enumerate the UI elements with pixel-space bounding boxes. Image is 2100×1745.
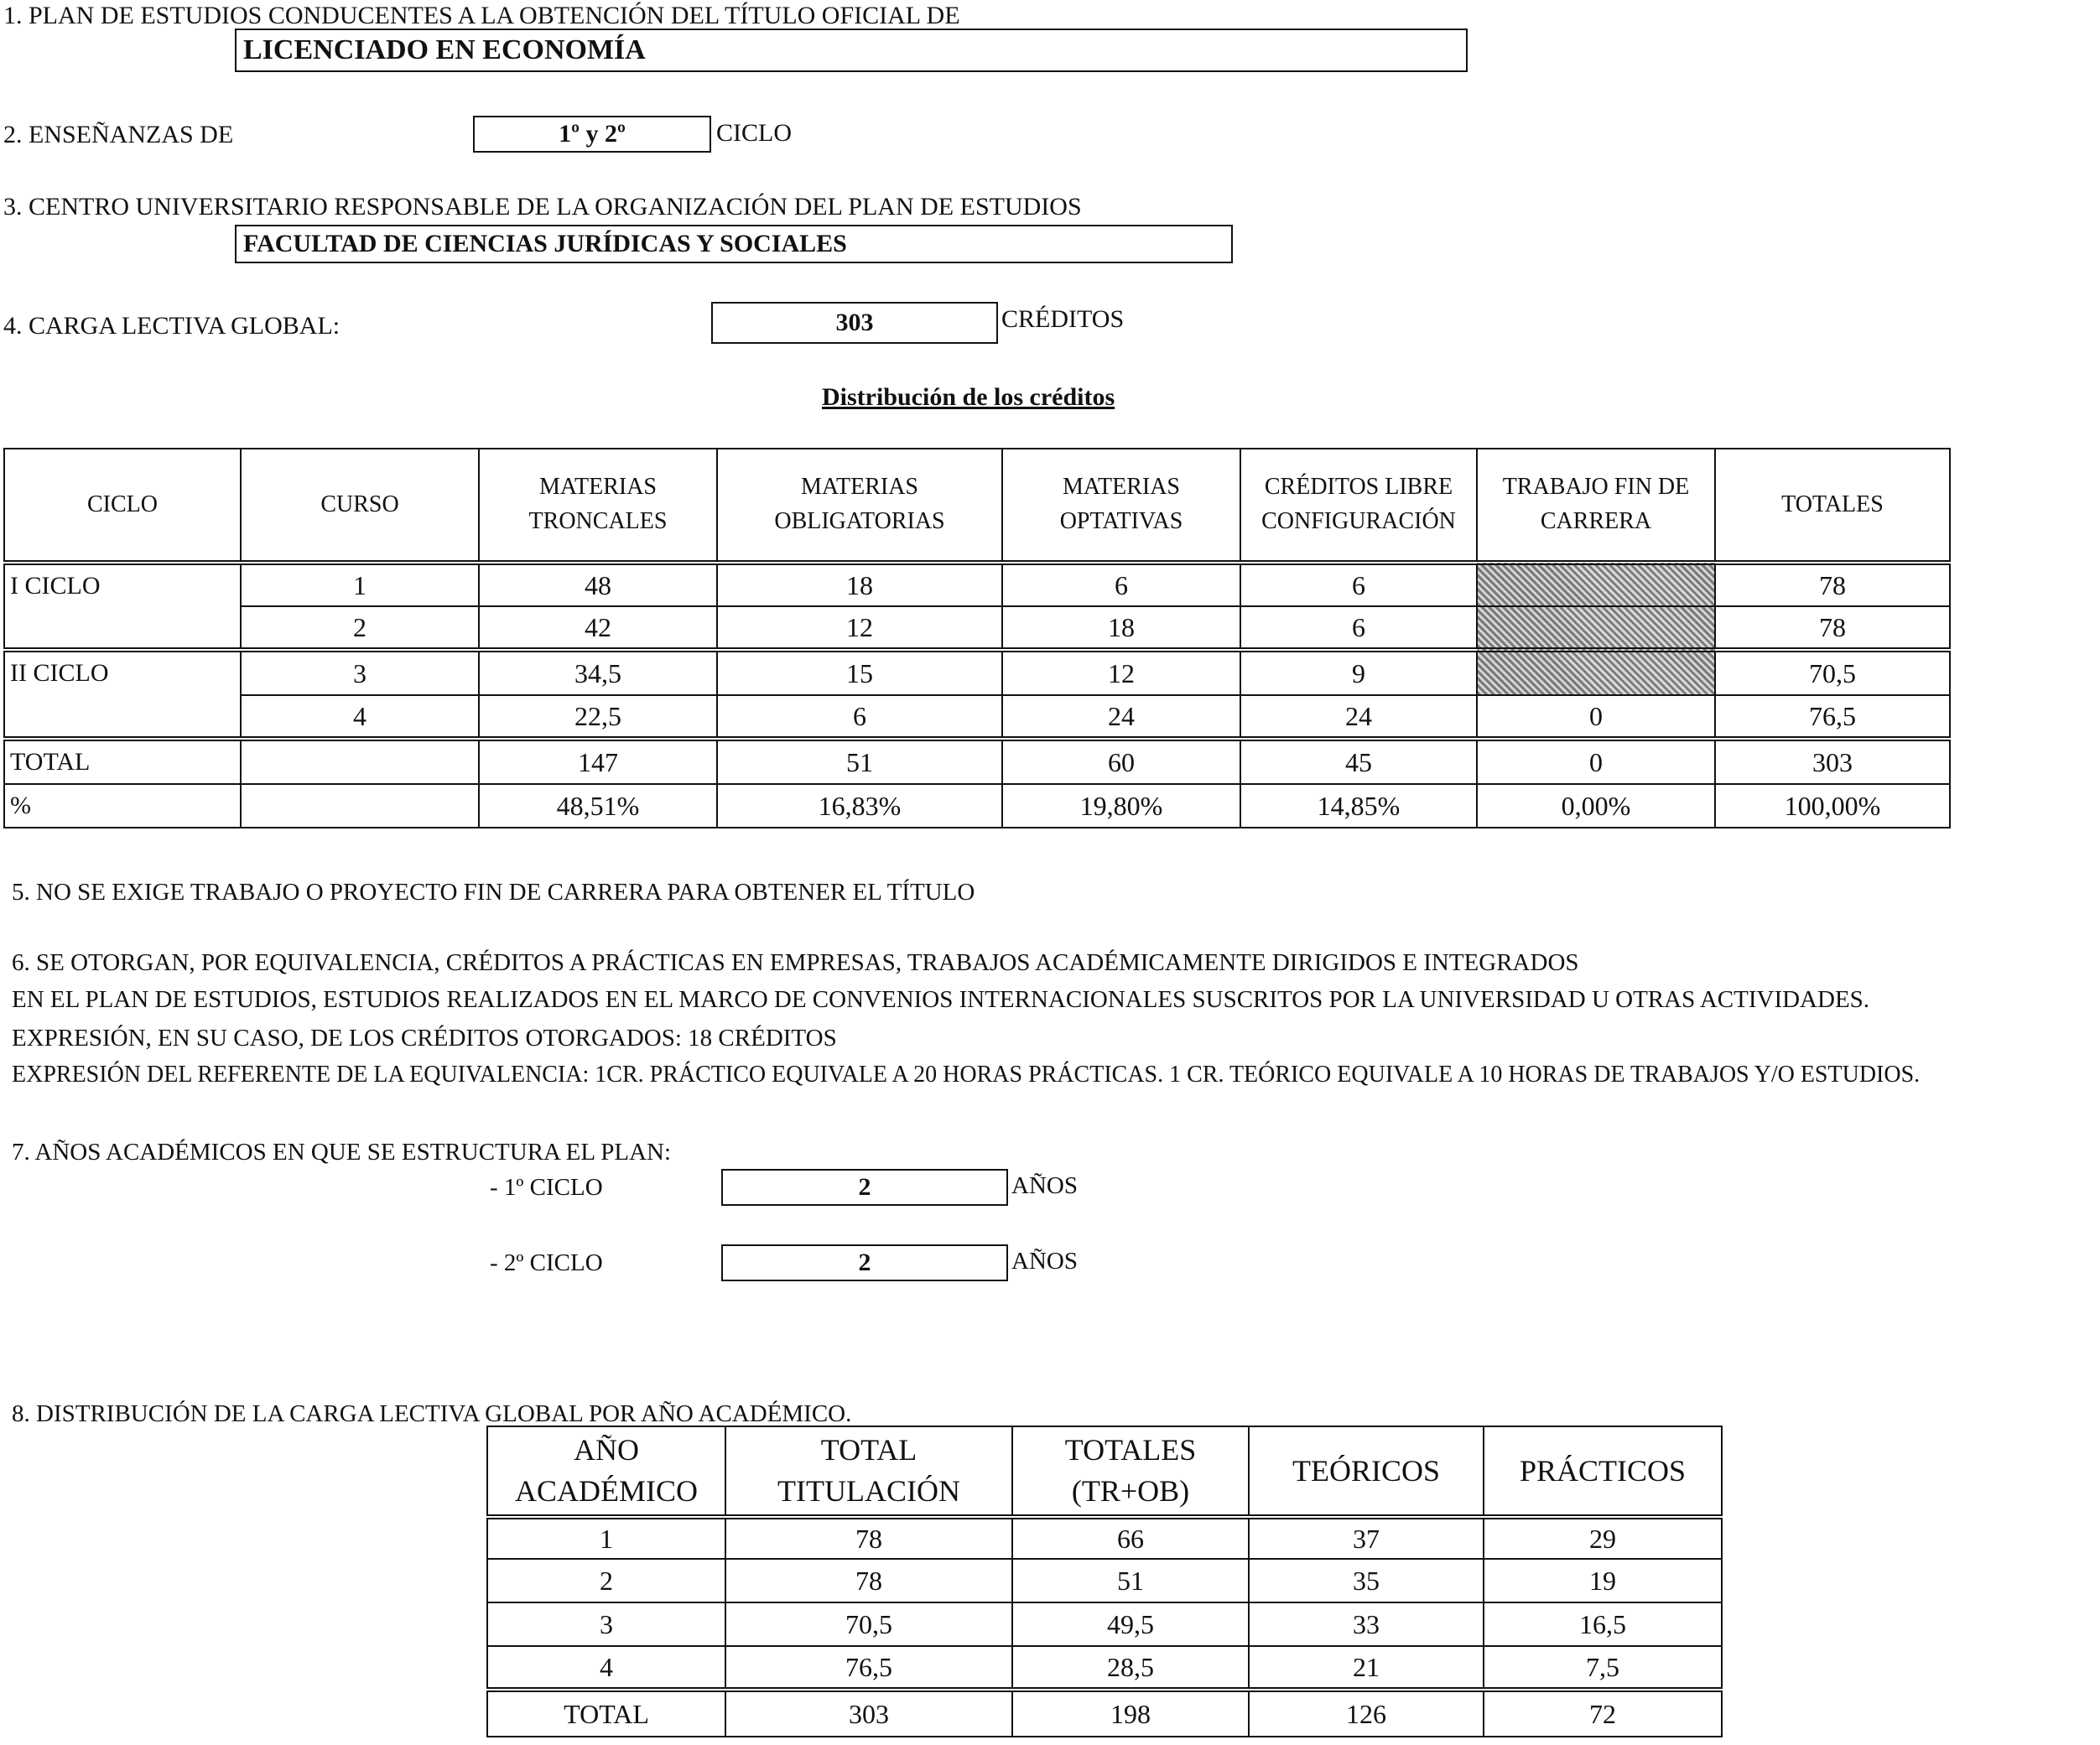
shaded-cell	[1477, 563, 1715, 606]
optativas-cell: 6	[1002, 563, 1240, 606]
obligatorias-cell: 16,83%	[717, 784, 1002, 828]
table-row	[487, 1690, 1722, 1737]
header-curso: CURSO	[241, 449, 479, 563]
teoricos-cell: 37	[1249, 1517, 1484, 1559]
section7-label: 7. AÑOS ACADÉMICOS EN QUE SE ESTRUCTURA EL PLAN:	[12, 1139, 672, 1166]
anio-cell: 3	[487, 1602, 725, 1646]
obligatorias-cell: 12	[717, 606, 1002, 650]
trob-cell: 51	[1012, 1559, 1249, 1602]
credits-suffix: CRÉDITOS	[1001, 305, 1125, 333]
ciclo1-label: - 1º CICLO	[490, 1174, 603, 1201]
total-cell: 76,5	[725, 1646, 1012, 1690]
libre-cell: 24	[1240, 695, 1477, 739]
table-row	[487, 1646, 1722, 1690]
practicos-cell: 29	[1484, 1517, 1722, 1559]
trob-cell: 198	[1012, 1690, 1249, 1737]
credits-distribution-table	[3, 448, 1951, 828]
header-obligatorias: MATERIAS OBLIGATORIAS	[717, 449, 1002, 563]
trabajo-cell: 0	[1477, 739, 1715, 784]
ciclo2-label: - 2º CICLO	[490, 1249, 603, 1276]
section1-label: 1. PLAN DE ESTUDIOS CONDUCENTES A LA OBTENCIÓN DEL TÍTULO OFICIAL DE	[3, 2, 960, 29]
ciclo-cell: I CICLO	[4, 563, 241, 650]
trabajo-cell: 0	[1477, 695, 1715, 739]
curso-cell	[241, 784, 479, 828]
curso-cell: 1	[241, 563, 479, 606]
table-row	[487, 1517, 1722, 1559]
trob-cell: 49,5	[1012, 1602, 1249, 1646]
troncales-cell: 147	[479, 739, 717, 784]
section3-label: 3. CENTRO UNIVERSITARIO RESPONSABLE DE LA ORGANIZACIÓN DEL PLAN DE ESTUDIOS	[3, 193, 1082, 221]
practicos-cell: 19	[1484, 1559, 1722, 1602]
teoricos-cell: 21	[1249, 1646, 1484, 1690]
troncales-cell: 22,5	[479, 695, 717, 739]
ciclo-suffix: CICLO	[716, 119, 792, 147]
header-trabajo-fin-carrera: TRABAJO FIN DE CARRERA	[1477, 449, 1715, 563]
section8-label: 8. DISTRIBUCIÓN DE LA CARGA LECTIVA GLOBAL POR AÑO ACADÉMICO.	[12, 1400, 852, 1427]
table-row	[4, 563, 1950, 606]
optativas-cell: 12	[1002, 650, 1240, 695]
faculty-field: FACULTAD DE CIENCIAS JURÍDICAS Y SOCIALES	[235, 225, 1233, 263]
table-row	[4, 784, 1950, 828]
totales-cell: 76,5	[1715, 695, 1950, 739]
ciclo-cell: TOTAL	[4, 739, 241, 784]
troncales-cell: 48,51%	[479, 784, 717, 828]
total-cell: 303	[725, 1690, 1012, 1737]
curso-cell	[241, 739, 479, 784]
ciclo2-years-field: 2	[721, 1244, 1008, 1281]
anio-cell: 4	[487, 1646, 725, 1690]
section2-label: 2. ENSEÑANZAS DE	[3, 121, 234, 148]
libre-cell: 6	[1240, 563, 1477, 606]
teoricos-cell: 33	[1249, 1602, 1484, 1646]
obligatorias-cell: 15	[717, 650, 1002, 695]
shaded-cell	[1477, 650, 1715, 695]
troncales-cell: 48	[479, 563, 717, 606]
curso-cell: 4	[241, 695, 479, 739]
ciclo-cell: %	[4, 784, 241, 828]
header-anio: AÑO ACADÉMICO	[487, 1426, 725, 1517]
trabajo-cell: 0,00%	[1477, 784, 1715, 828]
ciclo1-suffix: AÑOS	[1011, 1172, 1078, 1199]
table-row	[4, 739, 1950, 784]
table-row	[4, 606, 1950, 650]
troncales-cell: 34,5	[479, 650, 717, 695]
totales-cell: 70,5	[1715, 650, 1950, 695]
section6-line1: 6. SE OTORGAN, POR EQUIVALENCIA, CRÉDITOS A PRÁCTICAS EN EMPRESAS, TRABAJOS ACADÉMICAMENTE DIRIGIDOS E INTEGRADOS	[12, 949, 1579, 976]
header-practicos: PRÁCTICOS	[1484, 1426, 1722, 1517]
totales-cell: 100,00%	[1715, 784, 1950, 828]
ciclo-cell: II CICLO	[4, 650, 241, 739]
anio-cell: TOTAL	[487, 1690, 725, 1737]
section6-line2: EN EL PLAN DE ESTUDIOS, ESTUDIOS REALIZADOS EN EL MARCO DE CONVENIOS INTERNACIONALES SUSCRITOS POR LA UNIVERSIDAD U OTRAS ACTIVIDADES.	[12, 986, 1870, 1013]
header-totales: TOTALES	[1715, 449, 1950, 563]
header-totales-trob: TOTALES (TR+OB)	[1012, 1426, 1249, 1517]
header-libre-configuracion: CRÉDITOS LIBRE CONFIGURACIÓN	[1240, 449, 1477, 563]
teoricos-cell: 35	[1249, 1559, 1484, 1602]
optativas-cell: 24	[1002, 695, 1240, 739]
trob-cell: 28,5	[1012, 1646, 1249, 1690]
total-cell: 78	[725, 1517, 1012, 1559]
obligatorias-cell: 51	[717, 739, 1002, 784]
practicos-cell: 16,5	[1484, 1602, 1722, 1646]
table-row	[487, 1559, 1722, 1602]
shaded-cell	[1477, 606, 1715, 650]
curso-cell: 3	[241, 650, 479, 695]
distribution-heading: Distribución de los créditos	[822, 383, 1115, 411]
troncales-cell: 42	[479, 606, 717, 650]
totales-cell: 78	[1715, 606, 1950, 650]
ciclo-field: 1º y 2º	[473, 116, 711, 153]
year-header-row	[487, 1426, 1722, 1517]
libre-cell: 45	[1240, 739, 1477, 784]
table-row	[4, 695, 1950, 739]
header-ciclo: CICLO	[4, 449, 241, 563]
section6-line4: EXPRESIÓN DEL REFERENTE DE LA EQUIVALENCIA: 1CR. PRÁCTICO EQUIVALE A 20 HORAS PRÁCTICAS. 1 CR. TEÓRICO EQUIVALE A 10 HORAS DE TRABAJOS Y/O ESTUDIOS.	[12, 1062, 1921, 1088]
optativas-cell: 18	[1002, 606, 1240, 650]
section6-line3: EXPRESIÓN, EN SU CASO, DE LOS CRÉDITOS OTORGADOS: 18 CRÉDITOS	[12, 1025, 837, 1052]
year-distribution-table	[486, 1426, 1723, 1737]
table-row	[487, 1602, 1722, 1646]
practicos-cell: 7,5	[1484, 1646, 1722, 1690]
section5-text: 5. NO SE EXIGE TRABAJO O PROYECTO FIN DE CARRERA PARA OBTENER EL TÍTULO	[12, 879, 975, 906]
total-cell: 70,5	[725, 1602, 1012, 1646]
header-optativas: MATERIAS OPTATIVAS	[1002, 449, 1240, 563]
anio-cell: 2	[487, 1559, 725, 1602]
header-total-titulacion: TOTAL TITULACIÓN	[725, 1426, 1012, 1517]
practicos-cell: 72	[1484, 1690, 1722, 1737]
libre-cell: 9	[1240, 650, 1477, 695]
header-teoricos: TEÓRICOS	[1249, 1426, 1484, 1517]
totales-cell: 303	[1715, 739, 1950, 784]
obligatorias-cell: 18	[717, 563, 1002, 606]
ciclo1-years-field: 2	[721, 1169, 1008, 1206]
obligatorias-cell: 6	[717, 695, 1002, 739]
table-row	[4, 650, 1950, 695]
ciclo2-suffix: AÑOS	[1011, 1248, 1078, 1275]
teoricos-cell: 126	[1249, 1690, 1484, 1737]
libre-cell: 14,85%	[1240, 784, 1477, 828]
credits-header-row	[4, 449, 1950, 563]
optativas-cell: 19,80%	[1002, 784, 1240, 828]
optativas-cell: 60	[1002, 739, 1240, 784]
trob-cell: 66	[1012, 1517, 1249, 1559]
libre-cell: 6	[1240, 606, 1477, 650]
degree-title-field: LICENCIADO EN ECONOMÍA	[235, 29, 1468, 72]
curso-cell: 2	[241, 606, 479, 650]
header-troncales: MATERIAS TRONCALES	[479, 449, 717, 563]
total-cell: 78	[725, 1559, 1012, 1602]
totales-cell: 78	[1715, 563, 1950, 606]
total-credits-field: 303	[711, 302, 998, 344]
anio-cell: 1	[487, 1517, 725, 1559]
section4-label: 4. CARGA LECTIVA GLOBAL:	[3, 312, 340, 340]
